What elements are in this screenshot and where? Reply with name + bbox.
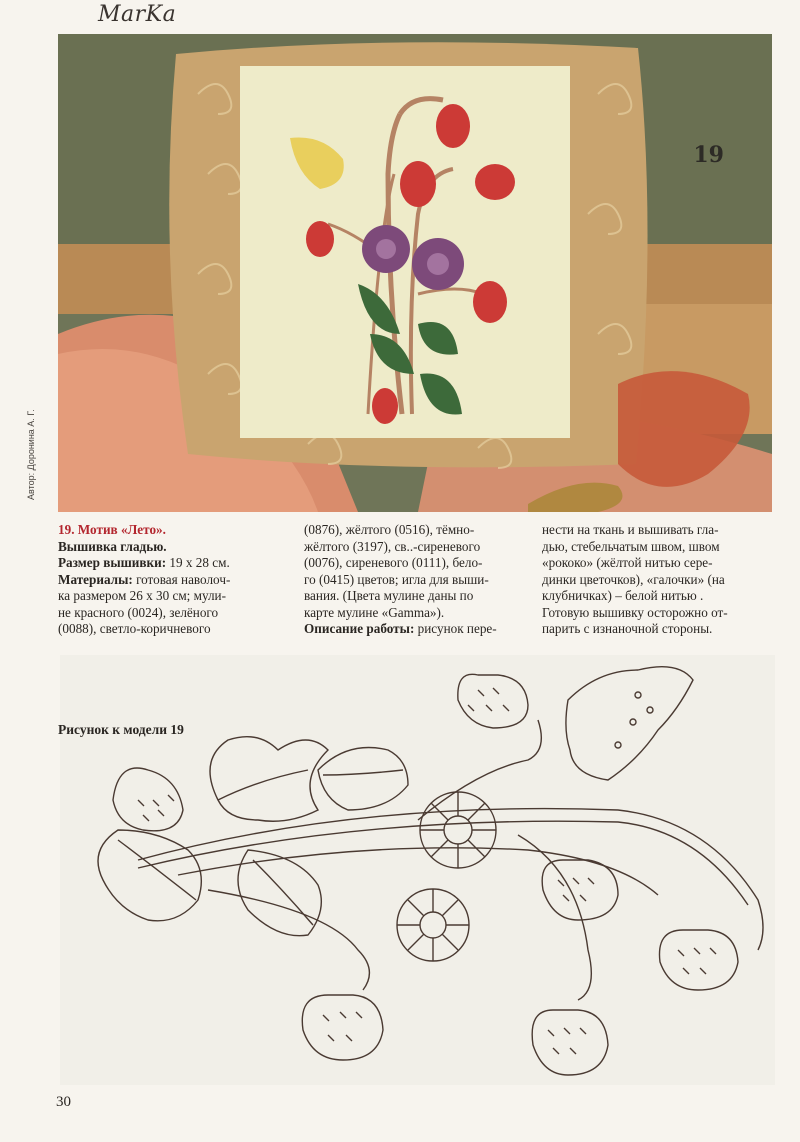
col2-line-1: жёлтого (3197), св..-сиреневого [304, 538, 481, 554]
pillow-photo [58, 34, 772, 512]
materials-text-0: готовая наволоч- [132, 571, 231, 587]
col3-line-1: дью, стебельчатым швом, швом [542, 538, 720, 554]
materials-text-2: не красного (0024), зелёного [58, 604, 219, 620]
col3-line-3: динки цветочков), «галочки» (на [542, 571, 725, 587]
text-column-2 [304, 522, 524, 638]
col3-line-6: парить с изнаночной стороны. [542, 621, 713, 636]
description-label: Описание работы: [304, 621, 415, 636]
text-column-3 [542, 522, 768, 638]
page-number: 30 [56, 1094, 71, 1110]
materials-text-3: (0088), светло-коричневого [58, 621, 211, 636]
author-credit: Автор: Доронина А. Г. [26, 409, 36, 500]
size-label: Размер вышивки: [58, 555, 167, 570]
pillow-photo-illustration [58, 34, 772, 512]
col2-line-5: карте мулине «Gamma»). [304, 604, 445, 620]
materials-label: Материалы: [58, 571, 133, 587]
materials-text-1: ка размером 26 х 30 см; мули- [58, 588, 227, 603]
article-title: 19. Мотив «Лето». [58, 522, 166, 537]
technique-line: Вышивка гладью. [58, 538, 167, 554]
col2-line-3: го (0415) цветов; игла для выши- [304, 571, 489, 587]
figure-caption: Рисунок к модели 19 [58, 722, 184, 737]
col2-line-4: вания. (Цвета мулине даны по [304, 588, 474, 603]
embroidery-pattern-drawing [58, 650, 778, 1090]
col3-line-0: нести на ткань и вышивать гла- [542, 522, 719, 537]
description-line [304, 621, 524, 638]
col3-line-5: Готовую вышивку осторожно от- [542, 604, 728, 620]
description-start: рисунок пере- [414, 621, 497, 636]
col3-line-2: «рококо» (жёлтой нитью сере- [542, 555, 713, 570]
col2-line-0: (0876), жёлтого (0516), тёмно- [304, 522, 475, 537]
magazine-brand: MarKa [98, 2, 177, 27]
size-value: 19 х 28 см. [166, 555, 230, 570]
text-column-1 [58, 522, 280, 638]
col2-line-2: (0076), сиреневого (0111), бело- [304, 555, 483, 570]
size-line [58, 555, 280, 572]
col3-line-4: клубничках) – белой нитью . [542, 588, 704, 603]
photo-model-number: 19 [693, 142, 724, 168]
materials-line-1 [58, 572, 280, 589]
